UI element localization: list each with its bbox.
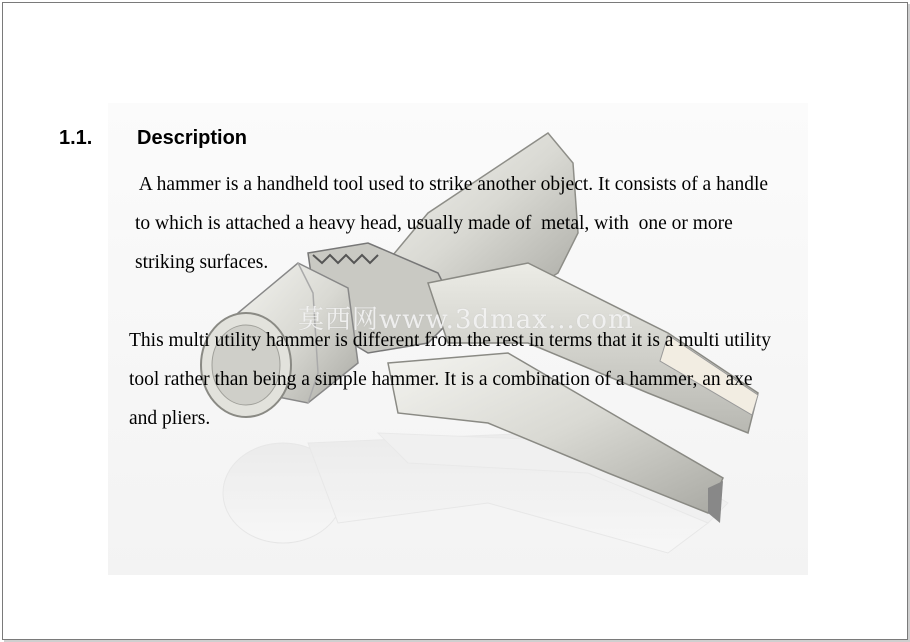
section-heading: [59, 127, 247, 150]
paragraph-line: to which is attached a heavy head, usually made of metal, with one or more: [135, 213, 733, 234]
document-page: [2, 2, 908, 640]
paragraph-line: tool rather than being a simple hammer. It is a combination of a hammer, an axe: [129, 369, 753, 390]
watermark-text: 莫西网www.3dmax...com: [298, 305, 634, 335]
description-paragraph-1: [135, 165, 845, 282]
paragraph-line: This multi utility hammer is different from the rest in terms that it is a multi utility: [129, 330, 771, 351]
section-number: 1.1.: [59, 127, 93, 149]
section-title: Description: [137, 127, 248, 149]
paragraph-line: striking surfaces.: [135, 252, 269, 273]
description-paragraph-2: [129, 321, 845, 438]
paragraph-line: A hammer is a handheld tool used to strike another object. It consists of a handle: [135, 174, 769, 195]
paragraph-line: and pliers.: [129, 408, 211, 429]
